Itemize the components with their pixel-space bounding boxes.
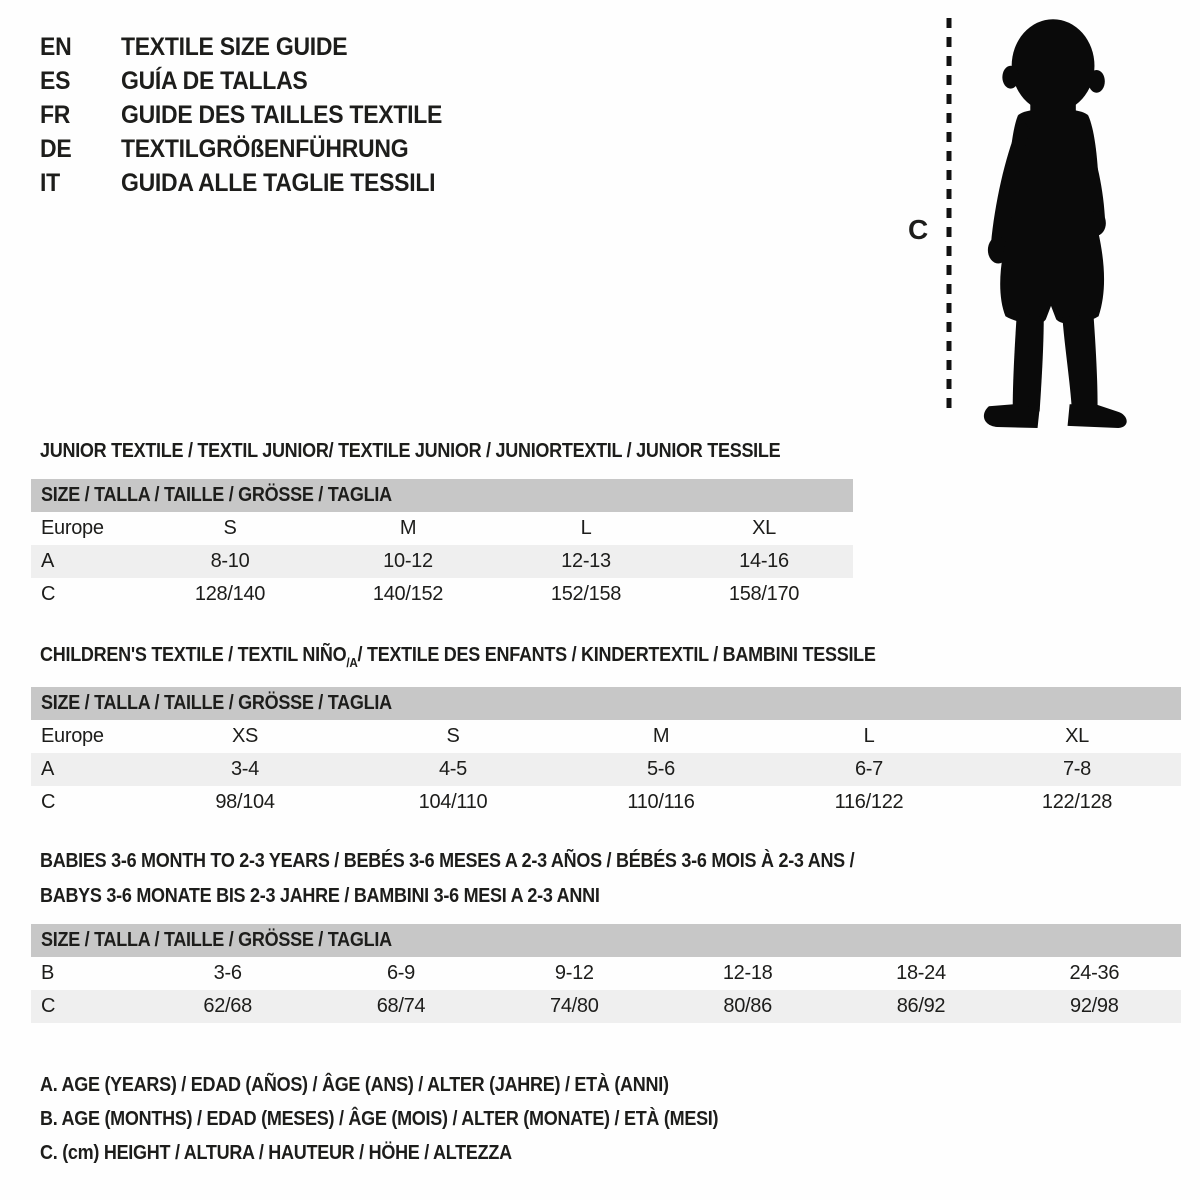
size-cell: 122/128 [1041, 791, 1113, 813]
size-cell: 92/98 [1070, 995, 1119, 1017]
size-cell: L [580, 517, 592, 539]
toddler-silhouette-icon [962, 12, 1140, 428]
size-cell: 12-18 [722, 962, 773, 984]
size-cell: 6-7 [854, 758, 883, 780]
size-cell: L [863, 725, 875, 747]
table-row [31, 578, 853, 611]
size-cell: 74/80 [550, 995, 599, 1017]
size-cell: 158/170 [728, 583, 800, 605]
row-label: C [41, 995, 56, 1017]
language-code: ES [40, 66, 71, 95]
size-cell: M [652, 725, 670, 747]
section-title-line [40, 638, 876, 673]
size-cell: 140/152 [372, 583, 444, 605]
size-cell: S [446, 725, 460, 747]
size-cell: 18-24 [896, 962, 946, 984]
table-header [31, 924, 1181, 957]
size-cell: 68/74 [376, 995, 426, 1017]
size-cell: 10-12 [383, 550, 433, 572]
size-cell: 128/140 [194, 583, 266, 605]
language-code: FR [40, 100, 71, 129]
size-table-children [31, 687, 1181, 819]
section-title-junior [40, 434, 863, 469]
size-cell: XL [752, 517, 776, 539]
title-text: JUNIOR TEXTILE / TEXTIL JUNIOR/ TEXTILE JUNIOR / JUNIORTEXTIL / JUNIOR TESSILE [40, 440, 781, 462]
size-cell: M [399, 517, 417, 539]
size-cell: 62/68 [203, 995, 252, 1017]
size-cell: 110/116 [627, 791, 695, 813]
size-cell: 6-9 [386, 962, 415, 984]
size-cell: 86/92 [896, 995, 946, 1017]
size-cell: S [223, 517, 237, 539]
size-cell: 98/104 [215, 791, 275, 813]
title-subscript: /A [346, 655, 358, 670]
title-text: BABIES 3-6 MONTH TO 2-3 YEARS / BEBÉS 3-6 MESES A 2-3 AÑOS / BÉBÉS 3-6 MOIS À 2-3 ANS / [40, 850, 855, 872]
table-row [31, 957, 1181, 990]
table-row [31, 512, 853, 545]
language-list [40, 30, 477, 200]
size-cell: 80/86 [723, 995, 772, 1017]
row-label: B [41, 962, 55, 984]
section-title-children [40, 638, 969, 673]
legend-line: B. AGE (MONTHS) / EDAD (MESES) / ÂGE (MOIS) / ALTER (MONATE) / ETÀ (MESI) [40, 1107, 719, 1130]
language-label: GUIDA ALLE TAGLIE TESSILI [120, 168, 436, 197]
size-cell: 3-6 [213, 962, 242, 984]
size-table-babies [31, 924, 1181, 1023]
table-row [31, 990, 1181, 1023]
table-row [31, 786, 1181, 819]
legend-line: A. AGE (YEARS) / EDAD (AÑOS) / ÂGE (ANS) / ALTER (JAHRE) / ETÀ (ANNI) [40, 1073, 669, 1096]
language-label: TEXTILE SIZE GUIDE [120, 32, 348, 61]
table-row [31, 545, 853, 578]
language-row [40, 64, 442, 98]
row-label: A [41, 550, 55, 572]
size-cell: 116/122 [834, 791, 904, 813]
section-title-line [40, 434, 780, 469]
title-text: BABYS 3-6 MONATE BIS 2-3 JAHRE / BAMBINI 3-6 MESI A 2-3 ANNI [40, 885, 600, 907]
size-table-junior [31, 479, 853, 611]
language-row [40, 98, 442, 132]
size-cell: 3-4 [230, 758, 259, 780]
language-label: TEXTILGRÖßENFÜHRUNG [120, 134, 409, 163]
language-code: DE [40, 134, 72, 163]
size-cell: 9-12 [554, 962, 594, 984]
language-row [40, 166, 442, 200]
language-code: EN [40, 32, 72, 61]
language-label: GUIDE DES TAILLES TEXTILE [120, 100, 443, 129]
size-cell: 14-16 [739, 550, 789, 572]
table-row [31, 753, 1181, 786]
table-header [31, 687, 1181, 720]
title-text: / TEXTILE DES ENFANTS / KINDERTEXTIL / BAMBINI TESSILE [357, 644, 876, 666]
language-row [40, 132, 442, 166]
size-cell: 8-10 [210, 550, 250, 572]
legend-line: C. (cm) HEIGHT / ALTURA / HAUTEUR / HÖHE / ALTEZZA [40, 1141, 512, 1164]
table-header-text: SIZE / TALLA / TAILLE / GRÖSSE / TAGLIA [41, 692, 392, 714]
row-label: A [41, 758, 55, 780]
row-label: Europe [41, 517, 104, 539]
size-cell: 152/158 [550, 583, 622, 605]
section-title-babies [40, 844, 945, 914]
language-row [40, 30, 442, 64]
size-cell: 24-36 [1069, 962, 1120, 984]
size-cell: XS [231, 725, 259, 747]
section-title-line [40, 844, 854, 879]
height-label-c: C [908, 214, 929, 245]
size-cell: 4-5 [438, 758, 467, 780]
language-label: GUÍA DE TALLAS [120, 66, 308, 95]
language-code: IT [40, 168, 60, 197]
table-row [31, 720, 1181, 753]
size-cell: 12-13 [561, 550, 611, 572]
size-cell: 7-8 [1062, 758, 1091, 780]
row-label: C [41, 583, 56, 605]
table-header [31, 479, 853, 512]
height-dashed-line [944, 16, 954, 418]
size-cell: 5-6 [646, 758, 675, 780]
title-text: CHILDREN'S TEXTILE / TEXTIL NIÑO [40, 644, 347, 666]
size-cell: 104/110 [418, 791, 488, 813]
row-label: C [41, 791, 56, 813]
table-header-text: SIZE / TALLA / TAILLE / GRÖSSE / TAGLIA [41, 929, 392, 951]
section-title-line [40, 879, 854, 914]
table-header-text: SIZE / TALLA / TAILLE / GRÖSSE / TAGLIA [41, 484, 392, 506]
row-label: Europe [41, 725, 104, 747]
legend [40, 1068, 794, 1170]
size-cell: XL [1065, 725, 1089, 747]
